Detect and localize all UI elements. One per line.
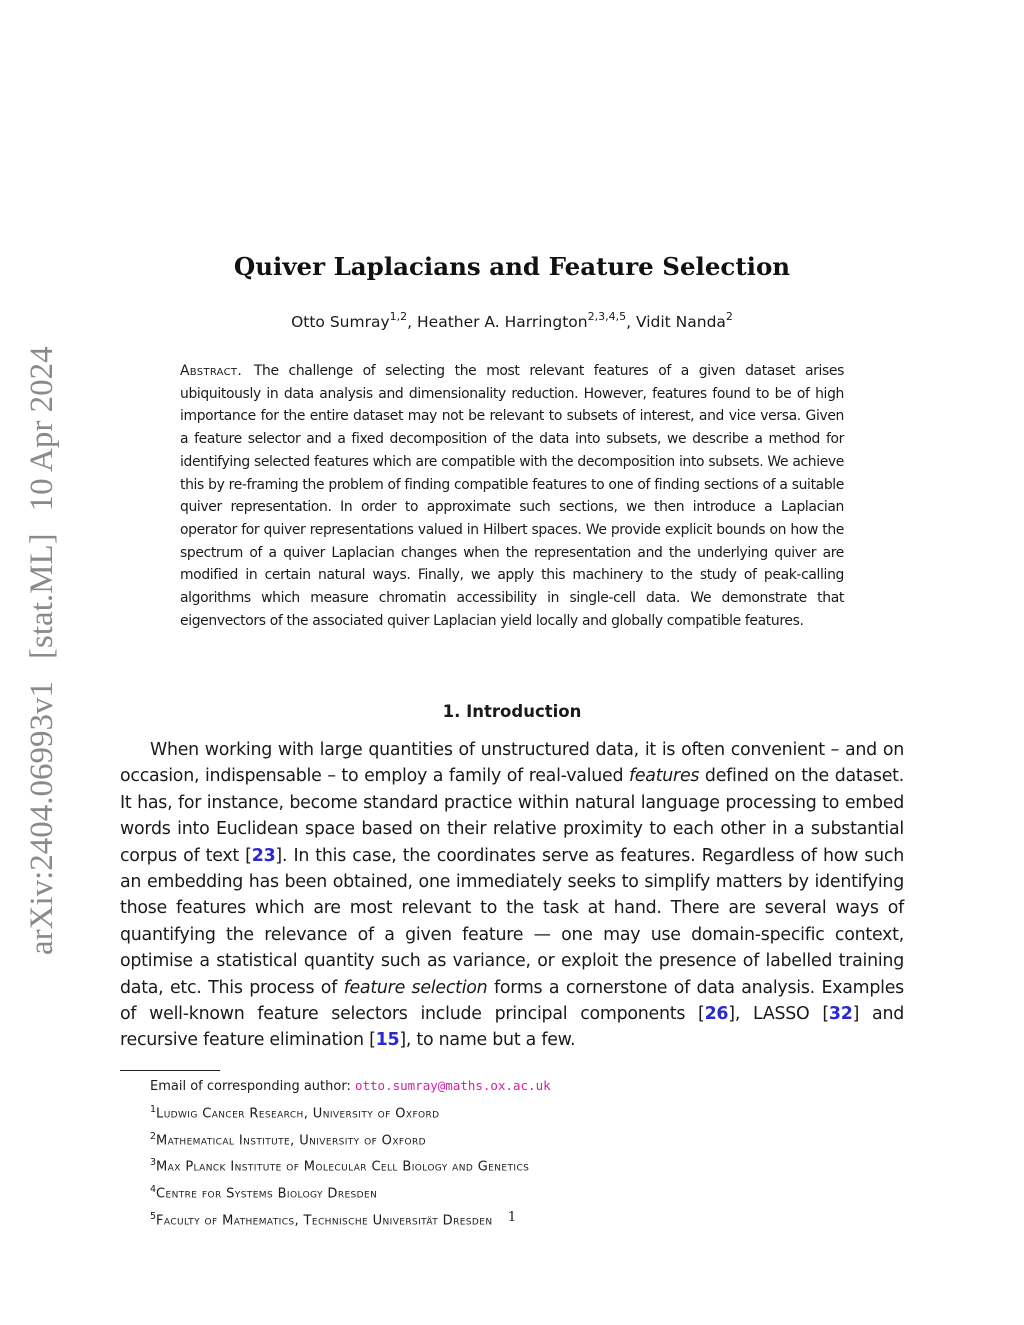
affiliation-number: 1 bbox=[150, 1103, 157, 1115]
footnote-email-line bbox=[150, 1075, 870, 1099]
section-heading-introduction: 1. Introduction bbox=[442, 702, 582, 721]
author-affiliation-marks: 1,2 bbox=[389, 310, 408, 323]
affiliation-text: Mathematical Institute, University of Oxford bbox=[156, 1132, 426, 1148]
affiliation-text: Centre for Systems Biology Dresden bbox=[156, 1186, 378, 1202]
email-link[interactable]: otto.sumray@maths.ox.ac.uk bbox=[354, 1078, 551, 1093]
citation-link[interactable]: 26 bbox=[704, 1004, 729, 1025]
intro-text: ], to name but a few. bbox=[399, 1030, 576, 1051]
affiliation-number: 4 bbox=[150, 1184, 157, 1196]
affiliation-number: 2 bbox=[150, 1130, 157, 1142]
author bbox=[635, 310, 733, 332]
arxiv-category: [stat.ML] bbox=[24, 533, 60, 659]
arxiv-id[interactable]: arXiv:2404.06993v1 bbox=[24, 680, 60, 955]
author-affiliation-marks: 2,3,4,5 bbox=[587, 310, 627, 323]
citation-link[interactable]: 32 bbox=[828, 1004, 853, 1025]
page-number: 1 bbox=[507, 1210, 517, 1225]
author-affiliation-marks: 2 bbox=[725, 310, 733, 323]
author-separator: , bbox=[626, 313, 636, 332]
abstract bbox=[180, 360, 844, 632]
affiliation-number: 5 bbox=[150, 1211, 157, 1223]
footnote-affiliation bbox=[150, 1179, 870, 1206]
author-list bbox=[0, 311, 1024, 331]
author-separator: , bbox=[407, 313, 417, 332]
citation-link[interactable]: 23 bbox=[251, 845, 276, 866]
intro-text: forms a cornerstone of data analysis. Examples of well-known feature selectors include principal components [ bbox=[120, 977, 904, 1025]
introduction-paragraph bbox=[120, 737, 904, 1054]
footnote-rule bbox=[120, 1070, 220, 1071]
author-name: Vidit Nanda bbox=[635, 313, 726, 332]
footnote-affiliation bbox=[150, 1126, 870, 1153]
affiliation-number: 3 bbox=[150, 1157, 157, 1169]
author-name: Otto Sumray bbox=[291, 313, 390, 332]
intro-text: When working with large quantities of unstructured data, it is often convenient – and on occasion, indispensable – to employ a family of real-valued bbox=[120, 740, 904, 787]
abstract-label: Abstract. bbox=[180, 363, 243, 379]
author bbox=[417, 310, 636, 332]
abstract-text: The challenge of selecting the most relevant features of a given dataset arises ubiquitously in data analysis and dimensionality reduction. However, features found to be of high importance for the entire dataset may not be relevant to subsets of interest, and vice versa. Given a feature selector and a fixed decomposition of the data into subsets, we describe a method for identifying selected features which are compatible with the decomposition into subsets. We achieve this by re-framing the problem of finding compatible features to one of finding sections of a suitable quiver representation. In order to approximate such sections, we then introduce a Laplacian operator for quiver representations valued in Hilbert spaces. We provide explicit bounds on how the spectrum of a quiver Laplacian changes when the representation and the underlying quiver are modified in certain natural ways. Finally, we apply this machinery to the study of peak-calling algorithms which measure chromatin accessibility in single-cell data. We demonstrate that eigenvectors of the associated quiver Laplacian yield locally and globally compatible features. bbox=[180, 363, 844, 629]
author bbox=[291, 310, 417, 332]
footnote-affiliation bbox=[150, 1099, 870, 1126]
intro-text: ] and recursive feature elimination [ bbox=[120, 1004, 904, 1051]
arxiv-sidebar-stamp bbox=[20, 335, 64, 955]
email-label: Email of corresponding author: bbox=[150, 1079, 355, 1094]
affiliation-text: Faculty of Mathematics, Technische Universität Dresden bbox=[156, 1213, 493, 1229]
intro-emphasis: features bbox=[628, 766, 700, 787]
intro-text: ], LASSO [ bbox=[728, 1004, 829, 1025]
intro-text: defined on the dataset. It has, for instance, become standard practice within natural language processing to embed words into Euclidean space based on their relative proximity to each other in a substantial corpus of text [ bbox=[120, 766, 904, 866]
intro-text: ]. In this case, the coordinates serve as features. Regardless of how such an embedding has been obtained, one immediately seeks to simplify matters by identifying those features which are most relevant to the task at hand. There are several ways of quantifying the relevance of a given feature — one may use domain-specific context, optimise a statistical quantity such as variance, or exploit the presence of labelled training data, etc. This process of bbox=[120, 845, 904, 998]
arxiv-date: 10 Apr 2024 bbox=[24, 346, 60, 512]
affiliation-text: Max Planck Institute of Molecular Cell Biology and Genetics bbox=[156, 1159, 530, 1175]
citation-link[interactable]: 15 bbox=[375, 1030, 400, 1051]
intro-emphasis: feature selection bbox=[343, 977, 488, 998]
author-name: Heather A. Harrington bbox=[417, 313, 588, 332]
paper-title: Quiver Laplacians and Feature Selection bbox=[233, 252, 791, 281]
affiliation-text: Ludwig Cancer Research, University of Oxford bbox=[156, 1105, 440, 1121]
footnote-affiliation bbox=[150, 1152, 870, 1179]
